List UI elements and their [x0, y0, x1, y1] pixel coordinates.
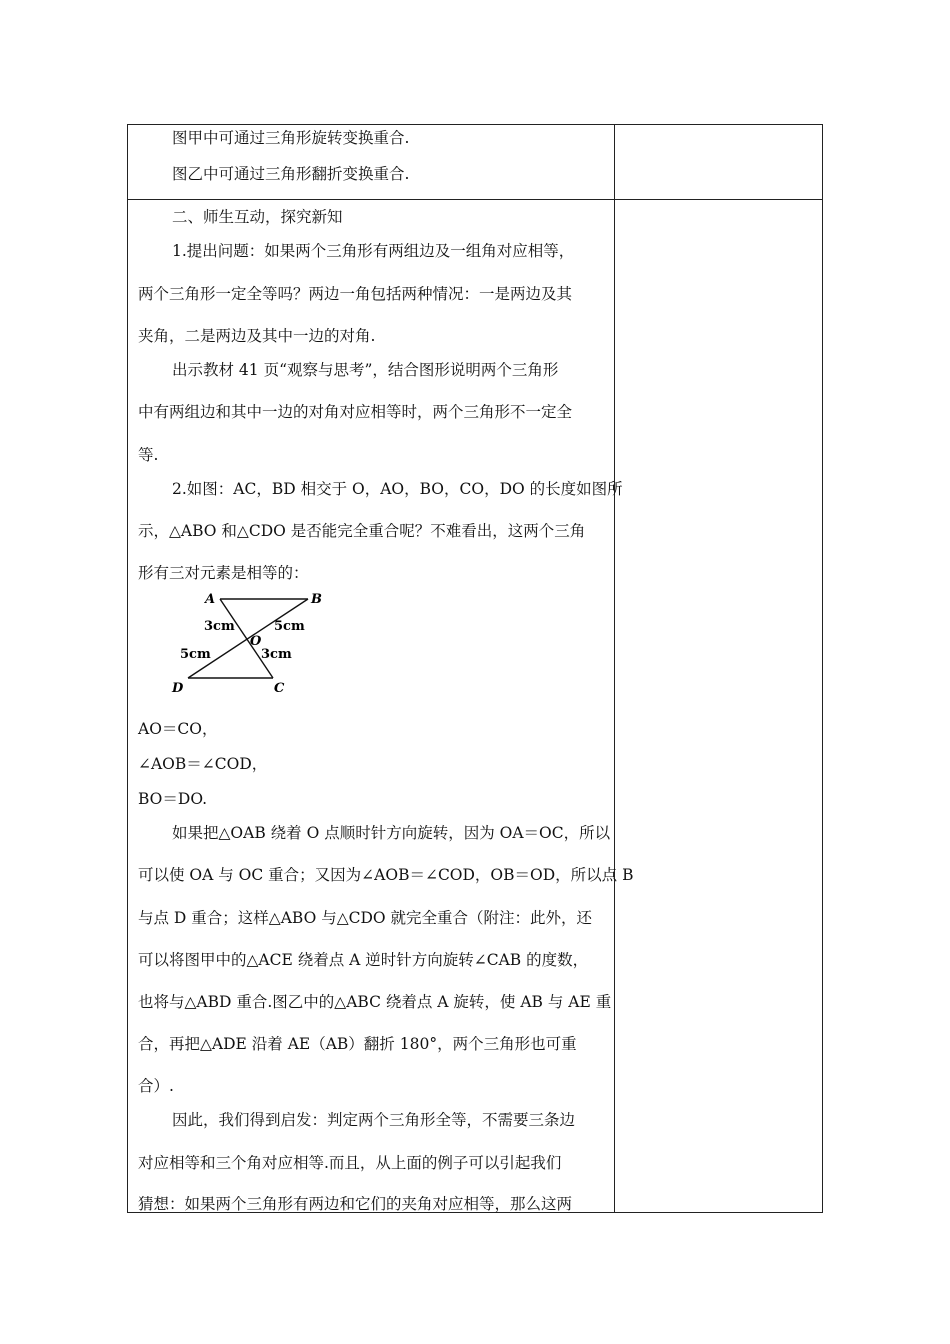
segment-AC — [220, 599, 273, 678]
paragraph-line: 合，再把△ADE 沿着 AE（AB）翻折 180°，两个三角形也可重 — [138, 1035, 577, 1053]
paragraph-line: 2.如图：AC，BD 相交于 O，AO，BO，CO，DO 的长度如图所 — [172, 480, 623, 498]
paragraph-line: 对应相等和三个角对应相等.而且，从上面的例子可以引起我们 — [138, 1154, 562, 1172]
point-label-O: O — [250, 634, 262, 649]
row1-line: 图乙中可通过三角形翻折变换重合. — [172, 165, 410, 183]
row1-line: 图甲中可通过三角形旋转变换重合. — [172, 129, 410, 147]
point-label-D: D — [172, 681, 184, 696]
paragraph-line: 等. — [138, 446, 159, 464]
paragraph-line: 示，△ABO 和△CDO 是否能完全重合呢？不难看出，这两个三角 — [138, 522, 586, 540]
paragraph-line: 出示教材 41 页“观察与思考”，结合图形说明两个三角形 — [172, 361, 559, 379]
paragraph-line: 形有三对元素是相等的： — [138, 564, 309, 582]
paragraph-line: 与点 D 重合；这样△ABO 与△CDO 就完全重合（附注：此外，还 — [138, 909, 593, 927]
triangle-figure — [164, 590, 344, 700]
point-label-C: C — [274, 681, 285, 696]
lesson-table — [127, 124, 823, 1213]
paragraph-line: 合）. — [138, 1077, 174, 1095]
length-label-CO: 3cm — [261, 647, 292, 662]
equation-line: AO＝CO， — [138, 720, 218, 738]
row2-content-cell — [128, 200, 634, 1213]
row1-content-cell — [128, 125, 614, 199]
length-label-BO: 5cm — [274, 619, 305, 634]
paragraph-line: 如果把△OAB 绕着 O 点顺时针方向旋转，因为 OA＝OC，所以 — [172, 824, 611, 842]
segment-BD — [188, 599, 308, 678]
section-heading: 二、师生互动，探究新知 — [172, 208, 343, 226]
point-label-B: B — [311, 592, 322, 607]
paragraph-line: 中有两组边和其中一边的对角对应相等时，两个三角形不一定全 — [138, 403, 573, 421]
paragraph-line: 1.提出问题：如果两个三角形有两组边及一组角对应相等， — [172, 242, 575, 260]
paragraph-line: 猜想：如果两个三角形有两边和它们的夹角对应相等，那么这两 — [138, 1195, 573, 1213]
equation-line: ∠AOB＝∠COD， — [138, 755, 268, 773]
equation-line: BO＝DO. — [138, 790, 208, 808]
paragraph-line: 两个三角形一定全等吗？两边一角包括两种情况：一是两边及其 — [138, 285, 573, 303]
length-label-AO: 3cm — [204, 619, 235, 634]
length-label-DO: 5cm — [180, 647, 211, 662]
paragraph-line: 夹角，二是两边及其中一边的对角. — [138, 327, 376, 345]
point-label-A: A — [205, 592, 216, 607]
column-divider — [614, 125, 615, 1212]
paragraph-line: 可以将图甲中的△ACE 绕着点 A 逆时针方向旋转∠CAB 的度数， — [138, 951, 589, 969]
paragraph-line: 也将与△ABD 重合.图乙中的△ABC 绕着点 A 旋转，使 AB 与 AE 重 — [138, 993, 612, 1011]
paragraph-line: 因此，我们得到启发：判定两个三角形全等，不需要三条边 — [172, 1111, 576, 1129]
paragraph-line: 可以使 OA 与 OC 重合；又因为∠AOB＝∠COD，OB＝OD，所以点 B — [138, 866, 634, 884]
